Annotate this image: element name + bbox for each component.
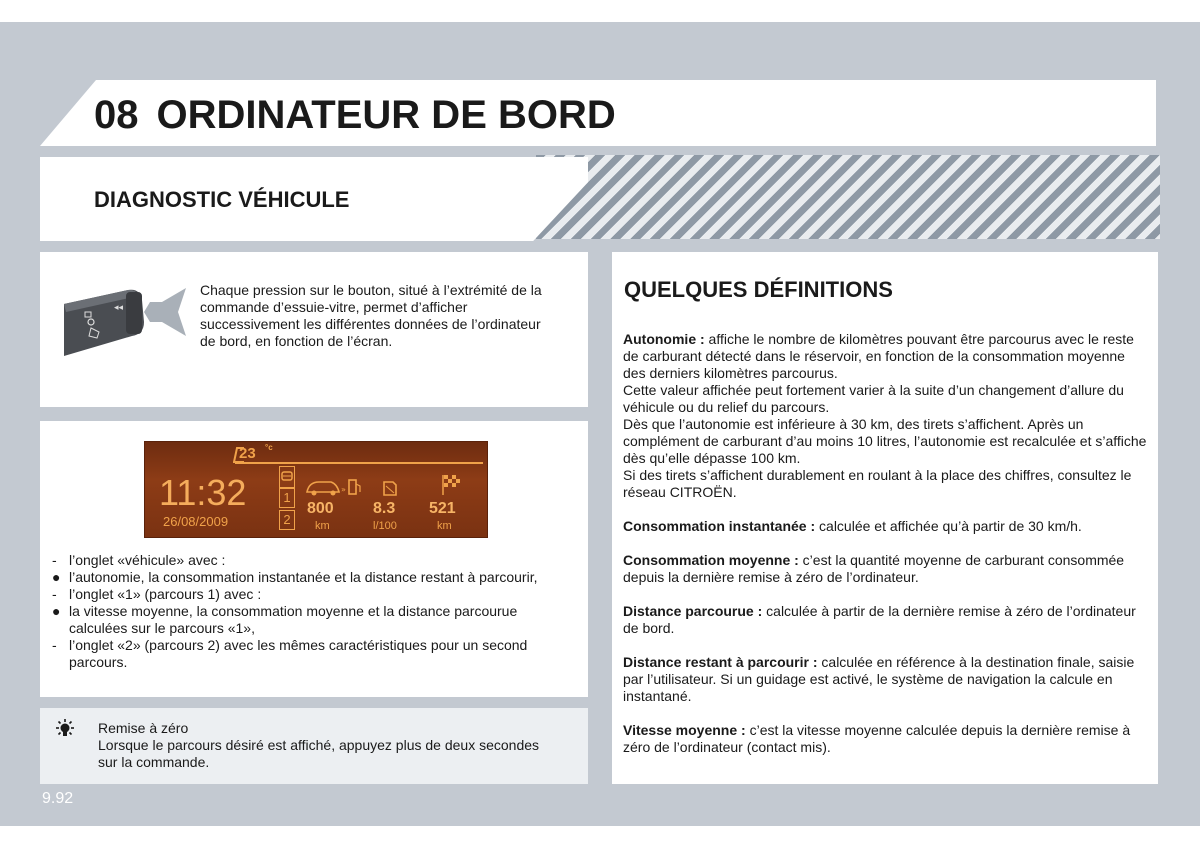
car-front-icon [280,467,294,485]
hatch-decoration [536,155,1160,239]
definitions-list [623,331,1148,773]
list-item: - l’onglet «1» (parcours 1) avec : [52,586,262,602]
display-unit-distance: km [437,520,452,532]
display-clock: 11:32 [159,472,247,513]
definition-vitesse-moyenne: Vitesse moyenne : c’est la vitesse moyenne calculée depuis la dernière remise à zéro de l’ordinateur (contact mis). [623,722,1131,755]
checkered-flag-icon [439,472,461,496]
display-tab-2: 2 [279,510,295,530]
list-item: - l’onglet «2» (parcours 2) avec les mêmes caractéristiques pour un second parcours. [52,637,528,670]
tip-lamp-icon [54,718,76,740]
page-number: 9.92 [42,790,74,807]
intro-text: Chaque pression sur le bouton, situé à l’extrémité de la commande d’essuie-vitre, permet d’afficher successivement les différentes données de l’ordinateur de bord, en fonction de l’écran. [200,282,542,349]
display-value-consumption: 8.3 [373,500,396,517]
definition-distance-parcourue: Distance parcourue : calculée à partir de la dernière remise à zéro de l’ordinateur de bord. [623,603,1136,636]
display-tabs [279,466,295,532]
chapter-number: 08 [94,93,139,137]
trip-computer-display [144,441,488,538]
display-temperature-unit: °c [265,443,273,452]
svg-text:»: » [341,485,346,494]
display-unit-consumption: l/100 [373,520,397,532]
definition-consommation-instantanee: Consommation instantanée : calculée et affichée qu’à partir de 30 km/h. [623,518,1082,534]
definitions-title: QUELQUES DÉFINITIONS [624,277,893,302]
section-title: DIAGNOSTIC VÉHICULE [94,187,350,212]
reset-note [98,720,558,771]
display-value-range: 800 [307,500,334,517]
fuel-can-icon [381,476,399,498]
reset-title: Remise à zéro [98,720,189,736]
display-tab-vehicle [279,466,295,488]
display-tab-1: 1 [279,488,295,508]
display-top-line [235,462,483,464]
chapter-title-text: ORDINATEUR DE BORD [156,93,616,137]
list-item: ● la vitesse moyenne, la consommation moyenne et la distance parcourue calculées sur le parcours «1», [52,603,518,636]
display-value-distance: 521 [429,500,456,517]
car-fuel-icon [303,476,363,498]
definition-autonomie: Autonomie : affiche le nombre de kilomètres pouvant être parcourus avec le reste de carburant détecté dans le réservoir, en fonction de la consommation moyenne des derniers kilomètres parcourus. Cette valeur affichée peut fortement varier à la suite d’un changement d’allure du véhicule ou du relief du parcours. Dès que l’autonomie est inférieure à 30 km, des tirets s’affichent. Après un complément de carburant d’au moins 10 litres, l’autonomie est recalculée et s’affiche dès qu’elle dépasse 100 km. Si des tirets s’affichent durablement en roulant à la place des chiffres, consultez le réseau CITROËN. [623,331,1147,500]
display-date: 26/08/2009 [163,514,229,529]
display-temperature: 23 [239,445,256,462]
tab-description-list [52,552,578,671]
svg-text:◂◂: ◂◂ [114,303,124,313]
chapter-title [94,93,616,138]
wiper-stalk-illustration [58,282,192,358]
definition-distance-restant: Distance restant à parcourir : calculée en référence à la destination finale, saisie par l’utilisateur. Si un guidage est activé, le système de navigation la calcule en instantané. [623,654,1135,704]
definition-consommation-moyenne: Consommation moyenne : c’est la quantité moyenne de carburant consommée depuis la dernière remise à zéro de l’ordinateur. [623,552,1125,585]
display-unit-range: km [315,520,330,532]
list-item: - l’onglet «véhicule» avec : [52,552,226,568]
list-item: ● l’autonomie, la consommation instantanée et la distance restant à parcourir, [52,569,538,585]
reset-text: Lorsque le parcours désiré est affiché, appuyez plus de deux secondes sur la commande. [98,737,540,770]
